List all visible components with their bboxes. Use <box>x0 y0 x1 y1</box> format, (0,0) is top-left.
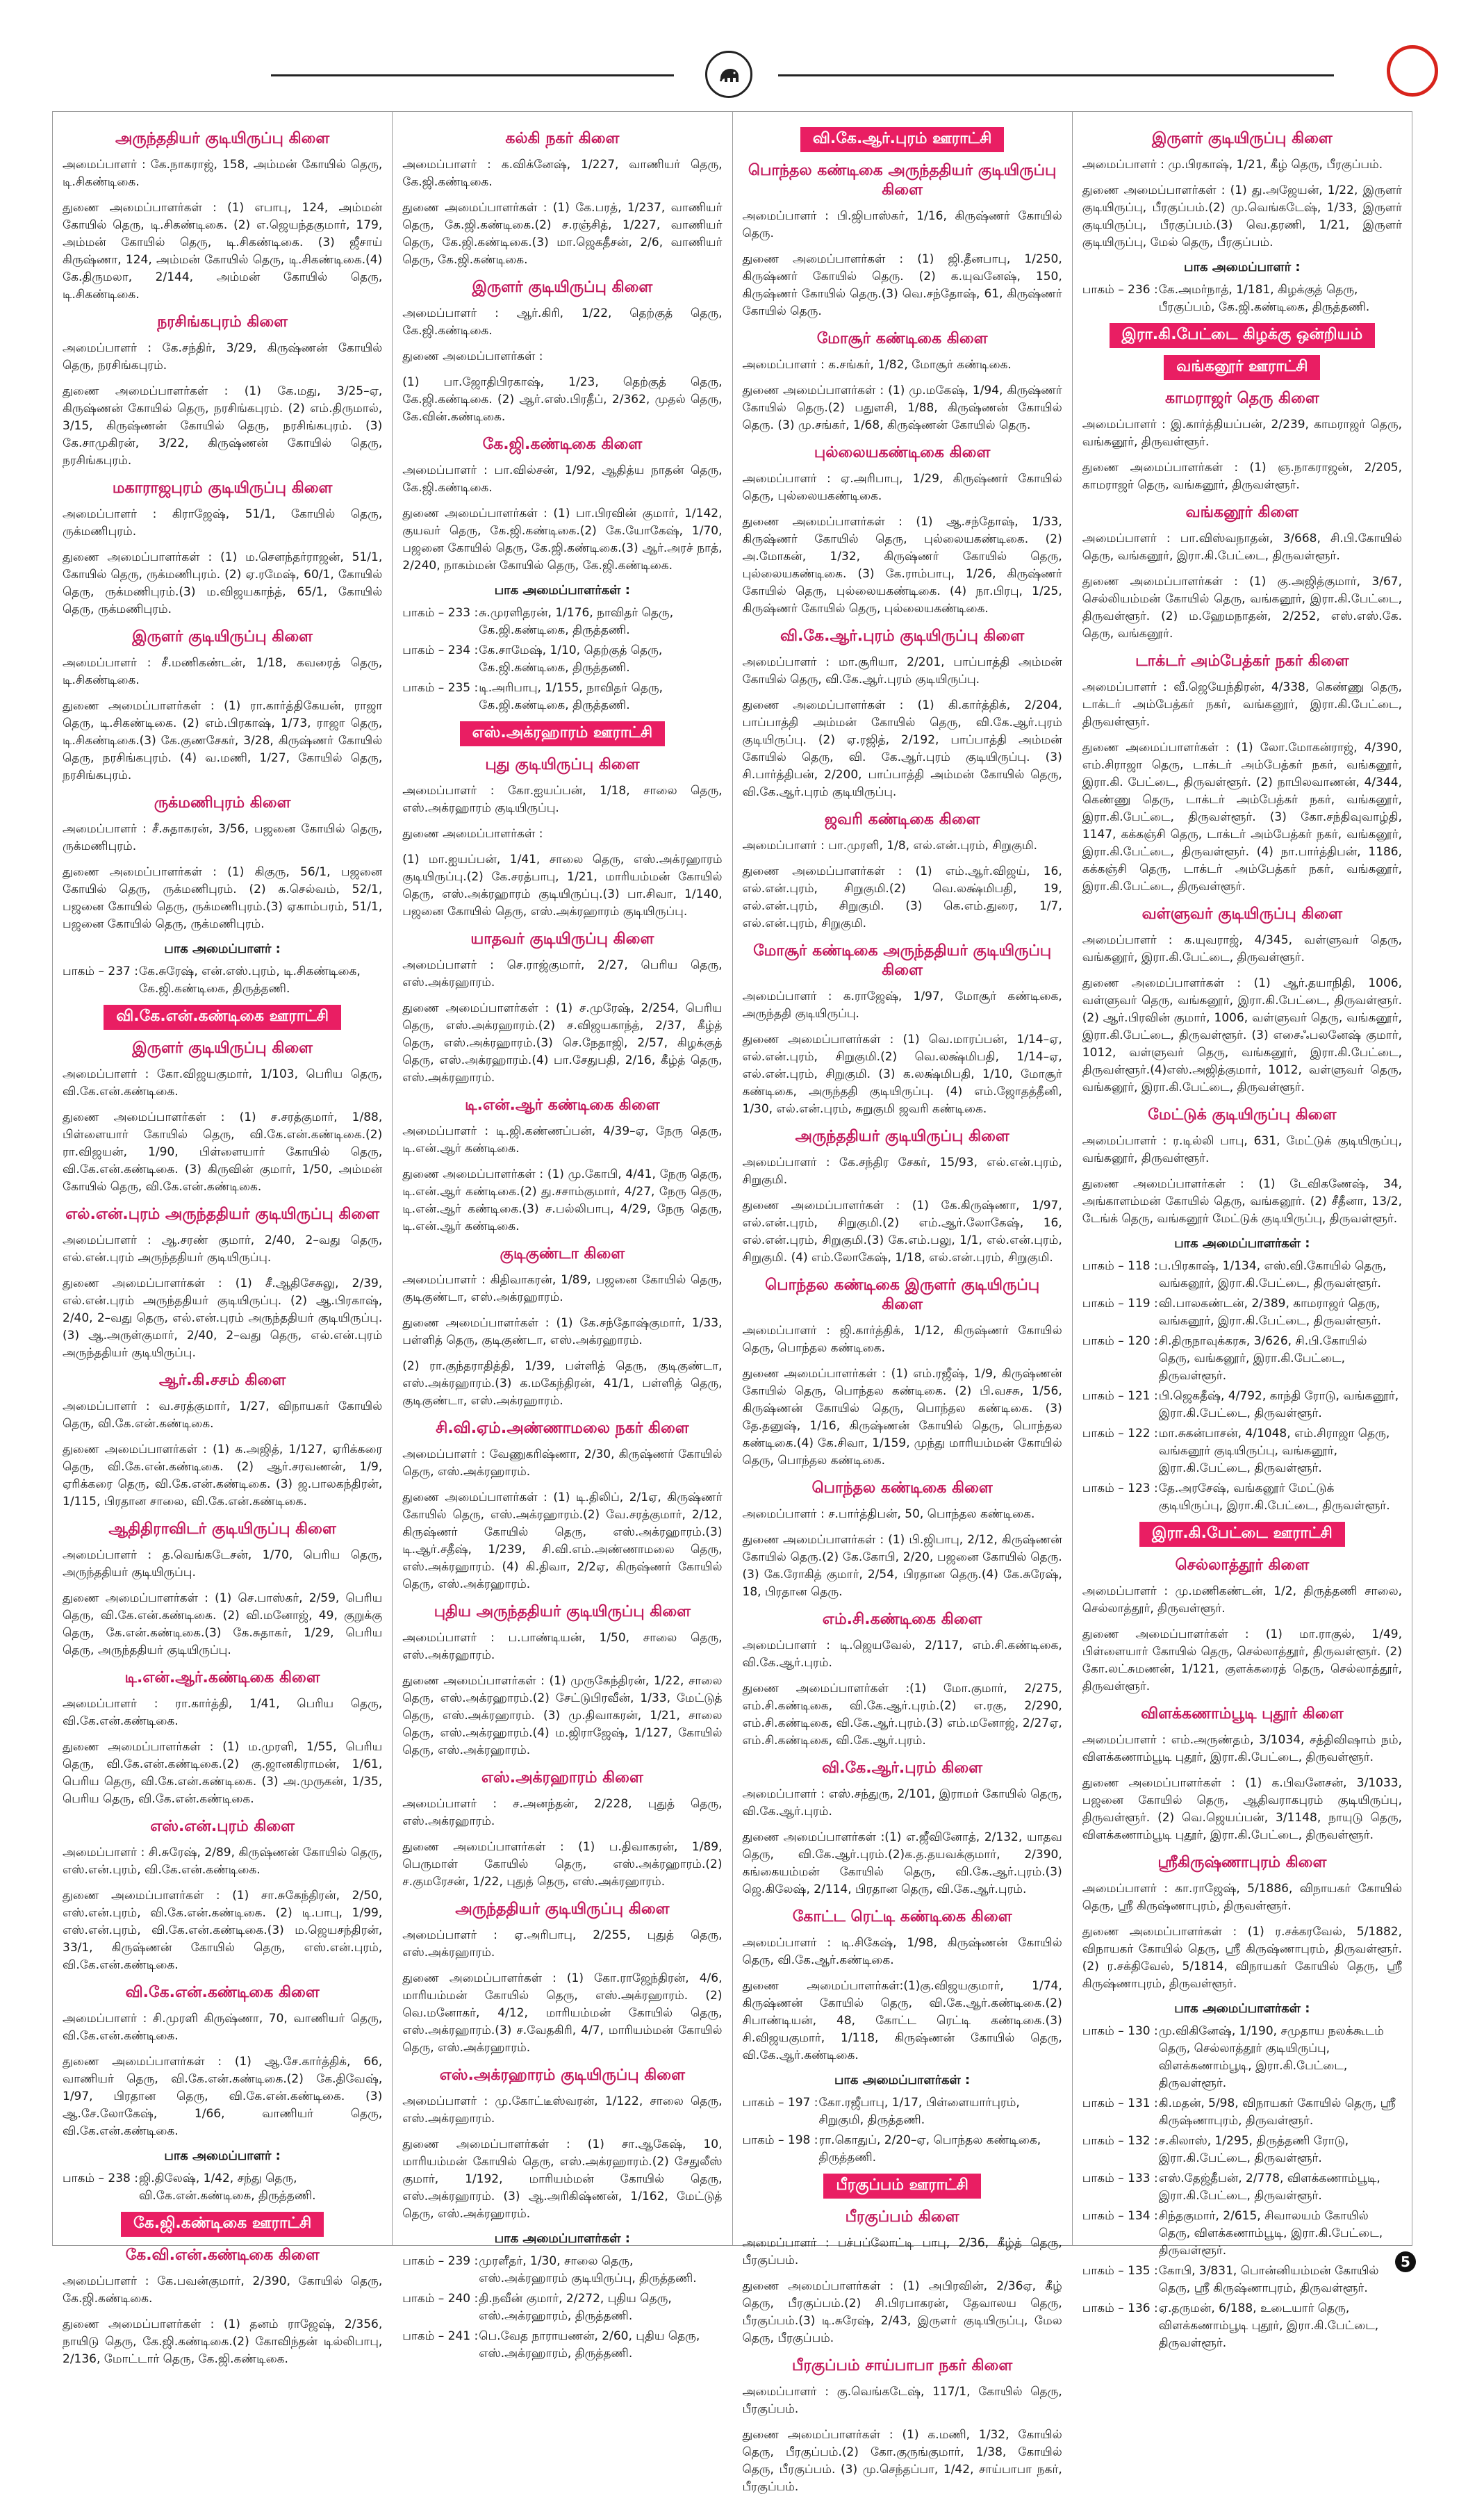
section-banner: வங்கனூர் ஊராட்சி <box>1164 355 1320 380</box>
branch-paragraph: அமைப்பாளர் : பா.முரளி, 1/8, எல்.என்.புரம், சிறுகுமி. <box>742 839 1037 853</box>
column-3 <box>733 112 1073 2494</box>
booth-number: பாகம் – 238 : <box>63 2171 138 2185</box>
booth-number: பாகம் – 130 : <box>1082 2024 1158 2038</box>
branch-paragraph: அமைப்பாளர் : வீ.ஜெயேந்திரன், 4/338, கெண்ணு தெரு, டாக்டர் அம்பேத்கர் நகர், வங்கனூர், இரா.கி.பேட்டை, திருவள்ளூர். <box>1082 680 1402 729</box>
branch-paragraph: அமைப்பாளர் : டி.ஜி.கண்ணப்பன், 4/39–ஏ, நேரு தெரு, டி.என்.ஆர் கண்டிகை. <box>402 1124 723 1156</box>
branch-paragraph: துணை அமைப்பாளர்கள் : (1) வெ.மாரப்பன், 1/14–ஏ, எல்.என்.புரம், சிறுகுமி.(2) வெ.லக்ஷ்மிபதி, 1/14–ஏ, எல்.என்.புரம், சிறுகுமி. (3) க.லக்ஷ்மிபதி, 1/10, மோசூர் கண்டிகை, அருந்ததி குடியிருப்பு. (4) எம்.ஜோதத்தீனி, 1/30, எல்.என்.புரம், சுறுகுமி ஜவரி கண்டிகை. <box>742 1033 1062 1116</box>
branch-paragraph: (1) மா.ஐயப்பன், 1/41, சாலை தெரு, எஸ்.அக்ரஹாரம் குடியிருப்பு.(2) கே.சரத்பாபு, 1/21, மாரியம்மன் கோயில் தெரு, எஸ்.அக்ரஹாரம் குடியிருப்பு.(3) பா.சிவா, 1/140, பஜனை கோயில் தெரு, எஸ்.அக்ரஹாரம் குடியிருப்பு. <box>402 853 723 919</box>
article-columns <box>52 111 1412 2494</box>
booth-heading: பாக அமைப்பாளர்கள் : <box>494 2231 630 2246</box>
branch-paragraph: (1) பா.ஜோதிபிரகாஷ், 1/23, தெற்குத் தெரு, கே.ஜி.கண்டிகை. (2) ஆர்.எஸ்.பிரதீப், 2/362, முதல் தெரு, கே.வின்.கண்டிகை. <box>402 375 723 424</box>
branch-heading: இருளர் குடியிருப்பு கிளை <box>132 1040 313 1057</box>
branch-paragraph: அமைப்பாளர் : பா.வில்சன், 1/92, ஆதித்ய நாதன் தெரு, கே.ஜி.கண்டிகை. <box>402 463 723 495</box>
booth-row <box>743 2132 1062 2167</box>
booth-row <box>402 2253 722 2288</box>
booth-row <box>1082 1333 1402 1385</box>
booth-row <box>1082 2095 1402 2130</box>
branch-paragraph: துணை அமைப்பாளர்கள் : (1) கே.பரத், 1/237, வாணியர் தெரு, கே.ஜி.கண்டிகை.(2) ச.ரஞ்சித், 1/227, வாணியர் தெரு, கே.ஜி.கண்டிகை.(3) மா.ஜெகதீசன், 2/6, வாணியர் தெரு, கே.ஜி.கண்டிகை. <box>402 201 723 267</box>
branch-paragraph: அமைப்பாளர் : கோ.விஜயகுமார், 1/103, பெரிய தெரு, வி.கே.என்.கண்டிகை. <box>63 1067 383 1099</box>
header-rule-right <box>778 74 1334 76</box>
branch-paragraph: துணை அமைப்பாளர்கள் : (1) ர.சக்கரவேல், 5/1882, விநாயகர் கோயில் தெரு, ஸ்ரீ கிருஷ்ணாபுரம், திருவள்ளூர். (2) ர.சக்திவேல், 5/1814, விநாயகர் கோயில் தெரு, ஸ்ரீ கிருஷ்ணாபுரம், திருவள்ளூர். <box>1082 1925 1402 1991</box>
branch-paragraph: அமைப்பாளர் : பி.ஜிபாஸ்கர், 1/16, கிருஷ்ணர் கோயில் தெரு. <box>742 209 1062 240</box>
branch-heading: எஸ்.அக்ரஹாரம் கிளை <box>481 1769 643 1787</box>
booth-number: பாகம் – 131 : <box>1082 2096 1158 2110</box>
booth-number: பாகம் – 233 : <box>402 606 479 620</box>
branch-heading: வி.கே.ஆர்.புரம் குடியிருப்பு கிளை <box>780 627 1025 645</box>
branch-paragraph: துணை அமைப்பாளர்கள் : (1) மு.மகேஷ், 1/94, கிருஷ்ணர் கோயில் தெரு.(2) பதுளசி, 1/88, கிருஷ்ணன் கோயில் தெரு. (3) மு.சங்கர், 1/68, கிருஷ்ணன் கோயில் தெரு. <box>742 384 1062 432</box>
booth-organizer: எஸ்.தேஜ்தீபன், 2/778, விளக்கணாம்பூடி, இரா.கி.பேட்டை, திருவள்ளூர். <box>1158 2171 1380 2203</box>
booth-organizer: கோபி, 3/831, பொன்னியம்மன் கோயில் தெரு, ஸ்ரீ கிருஷ்ணாபுரம், திருவள்ளூர். <box>1158 2264 1379 2295</box>
branch-heading: பீரகுப்பம் கிளை <box>845 2208 959 2226</box>
booth-organizer: சு.முரளிதரன், 1/176, நாவிதர் தெரு, கே.ஜி.கண்டிகை, திருத்தணி. <box>479 606 674 637</box>
booth-number: பாகம் – 122 : <box>1082 1427 1158 1440</box>
booth-organizer: ஏ.தருமன், 6/188, உடையார் தெரு, விளக்கணாம்பூடி புதூர், இரா.கி.பேட்டை, திருவள்ளூர். <box>1158 2301 1379 2350</box>
booth-row <box>1082 2023 1402 2092</box>
branch-paragraph: துணை அமைப்பாளர்கள் : (1) பி.ஜிபாபு, 2/12, கிருஷ்ணன் கோயில் தெரு.(2) கே.கோபி, 2/20, பஜனை கோயில் தெரு. (3) கே.ரோகித் குமார், 2/54, பிரதான தெரு.(4) கே.சுரேஷ், 18, பிரதான தெரு. <box>742 1533 1062 1599</box>
branch-heading: வள்ளுவர் குடியிருப்பு கிளை <box>1141 905 1343 923</box>
branch-paragraph: துணை அமைப்பாளர்கள் : (1) ஆ.சந்தோஷ், 1/33, கிருஷ்ணர் கோயில் தெரு, புல்லையகண்டிகை. (2) அ.மோகன், 1/32, கிருஷ்ணர் கோயில் தெரு, புல்லையகண்டிகை. (3) கே.ராம்பாபு, 1/26, கிருஷ்ணர் கோயில் தெரு, புல்லையகண்டிகை. (4) நா.பிரபு, 1/25, கிருஷ்ணர் கோயில் தெரு, புல்லையகண்டிகை. <box>742 515 1062 616</box>
branch-heading: கே.வி.என்.கண்டிகை கிளை <box>125 2247 320 2264</box>
section-banner: எஸ்.அக்ரஹாரம் ஊராட்சி <box>460 721 666 746</box>
branch-heading: டி.என்.ஆர்.கண்டிகை கிளை <box>124 1669 320 1686</box>
branch-heading: இருளர் குடியிருப்பு கிளை <box>472 279 653 296</box>
booth-row <box>1082 281 1402 316</box>
booth-number: பாகம் – 132 : <box>1082 2134 1158 2148</box>
branch-paragraph: அமைப்பாளர் : மு.கோட்டீஸ்வரன், 1/122, சாலை தெரு, எஸ்.அக்ரஹாரம். <box>402 2094 723 2126</box>
branch-paragraph: துணை அமைப்பாளர்கள் : (1) ச.முரேஷ், 2/254, பெரிய தெரு, எஸ்.அக்ரஹாரம்.(2) ச.விஜயகாந்த், 2/37, கீழ்த் தெரு, எஸ்.அக்ரஹாரம்.(3) செ.நேதாஜி, 2/57, கிழக்குத் தெரு, எஸ்.அக்ரஹாரம்.(4) பா.சேதுபதி, 2/16, கீழ்த் தெரு, எஸ்.அக்ரஹாரம். <box>402 1001 723 1085</box>
branch-heading: எஸ்.அக்ரஹாரம் குடியிருப்பு கிளை <box>439 2067 685 2084</box>
branch-heading: மோசூர் கண்டிகை கிளை <box>816 330 988 347</box>
branch-paragraph: (2) ரா.குந்தராதித்தி, 1/39, பள்ளித் தெரு, குடிகுண்டா, எஸ்.அக்ரஹாரம்.(3) க.மகேந்திரன், 41/1, பள்ளித் தெரு, குடிகுண்டா, எஸ்.அக்ரஹாரம். <box>402 1359 723 1408</box>
branch-paragraph: அமைப்பாளர் : ரா.கார்த்தி, 1/41, பெரிய தெரு, வி.கே.என்.கண்டிகை. <box>63 1697 383 1728</box>
booth-row <box>1082 2133 1402 2167</box>
booth-organizer: பி.ஜெகதீஷ், 4/792, காந்தி ரோடு, வங்கனூர், இரா.கி.பேட்டை, திருவள்ளூர். <box>1158 1389 1399 1420</box>
booth-organizer: சிந்தகுமார், 2/615, சிவாலயம் கோயில் தெரு, விளக்கணாம்பூடி, இரா.கி.பேட்டை, திருவள்ளூர். <box>1158 2209 1383 2258</box>
booth-organizer: ச.கிலாஸ், 1/295, திருத்தணி ரோடு, இரா.கி.பேட்டை, திருவள்ளூர். <box>1158 2134 1349 2165</box>
branch-heading: பீரகுப்பம் சாய்பாபா நகர் கிளை <box>792 2357 1013 2374</box>
branch-heading: எம்.சி.கண்டிகை கிளை <box>822 1611 982 1628</box>
branch-paragraph: அமைப்பாளர் : கு.வெங்கடேஷ், 117/1, கோயில் தெரு, பீரகுப்பம். <box>742 2385 1062 2416</box>
page-number: 5 <box>1395 2251 1416 2272</box>
booth-organizer: மு.விகினேஷ், 1/190, சமுதாய நலக்கூடம் தெரு, செல்லாத்தூர் குடியிருப்பு, விளக்கணாம்பூடி, இரா.கி.பேட்டை, திருவள்ளூர். <box>1158 2024 1384 2090</box>
booth-organizer: கே.அமர்நாத், 1/181, கிழக்குத் தெரு, பீரகுப்பம், கே.ஜி.கண்டிகை, திருத்தணி. <box>1158 283 1370 314</box>
branch-heading: இருளர் குடியிருப்பு கிளை <box>1151 130 1333 147</box>
branch-paragraph: துணை அமைப்பாளர்கள் : (1) க.பிவனேசன், 3/1033, பஜனை கோயில் தெரு, ஆதிவராகபுரம் குடியிருப்பு, திருவள்ளூர். (2) வெ.ஜெயப்பன், 3/1148, நாயுடு தெரு, விளக்கணாம்பூடி புதூர், இரா.கி.பேட்டை, திருவள்ளூர். <box>1082 1776 1402 1842</box>
branch-paragraph: அமைப்பாளர் : டி.சிகேஷ், 1/98, கிருஷ்ணன் கோயில் தெரு, வி.கே.ஆர்.கண்டிகை. <box>742 1936 1062 1967</box>
booth-number: பாகம் – 133 : <box>1082 2171 1158 2185</box>
section-banner: கே.ஜி.கண்டிகை ஊராட்சி <box>121 2212 324 2237</box>
booth-heading: பாக அமைப்பாளர்கள் : <box>834 2073 971 2087</box>
booth-organizer: ரா.கொதுப், 2/20–ஏ, பொந்தல கண்டிகை, திருத்தணி. <box>818 2133 1041 2165</box>
branch-heading: யாதவர் குடியிருப்பு கிளை <box>470 930 654 948</box>
section-banner: பீரகுப்பம் ஊராட்சி <box>823 2174 981 2199</box>
branch-heading: காமராஜர் தெரு கிளை <box>1164 390 1319 407</box>
red-circle-icon <box>1387 45 1438 97</box>
branch-heading: ஆதிதிராவிடர் குடியிருப்பு கிளை <box>108 1520 336 1538</box>
branch-paragraph: அமைப்பாளர் : சீ.சுதாகரன், 3/56, பஜனை கோயில் தெரு, ருக்மணிபுரம். <box>63 822 383 853</box>
branch-heading: பொந்தல கண்டிகை இருளர் குடியிருப்பு கிளை <box>765 1276 1040 1313</box>
booth-row <box>1082 2170 1402 2205</box>
booth-number: பாகம் – 121 : <box>1082 1389 1158 1403</box>
branch-heading: சி.வி.ஏம்.அண்ணாமலை நகர் கிளை <box>436 1420 689 1437</box>
branch-paragraph: துணை அமைப்பாளர்கள் : (1) து.அஜேயன், 1/22, இருளர் குடியிருப்பு, பீரகுப்பம்.(2) மு.வெங்கடேஷ், 1/33, இருளர் குடியிருப்பு, பீரகுப்பம்.(3) வெ.தரணி, 1/21, இருளர் குடியிருப்பு, மேல் தெரு, பீரகுப்பம். <box>1082 183 1402 249</box>
branch-heading: வி.கே.என்.கண்டிகை கிளை <box>125 1984 320 2001</box>
column-4 <box>1073 112 1412 2350</box>
branch-paragraph: அமைப்பாளர் : ஏ.அரிபாபு, 1/29, கிருஷ்ணர் கோயில் தெரு, புல்லையகண்டிகை. <box>742 472 1062 503</box>
booth-number: பாகம் – 135 : <box>1082 2264 1158 2278</box>
branch-paragraph: துணை அமைப்பாளர்கள் : (1) கி.கார்த்திக், 2/204, பாப்பாத்தி அம்மன் கோயில் தெரு, வி.கே.ஆர்.புரம் குடியிருப்பு. (2) ஏ.ரஜித், 2/192, பாப்பாத்தி அம்மன் கோயில் தெரு, வி. கே.ஆர்.புரம் குடியிருப்பு. (3) சி.பார்த்திபன், 2/200, பாப்பாத்தி அம்மன் கோயில் தெரு, வி.கே.ஆர்.புரம் குடியிருப்பு. <box>742 698 1062 799</box>
branch-paragraph: துணை அமைப்பாளர்கள் : (1) லோ.மோகன்ராஜ், 4/390, எம்.சிராஜா தெரு, டாக்டர் அம்பேத்கர் நகர், வங்கனூர், இரா.கி. பேட்டை, திருவள்ளூர். (2) நாபிலவாணன், 4/344, கெண்ணு தெரு, டாக்டர் அம்பேத்கர் நகர், வங்கனூர், இரா.கி.பேட்டை, திருவள்ளூர். (3) கோ.சந்திவுவாழ்தி, 1147, கக்கஞ்சி தெரு, டாக்டர் அம்பேத்கர் நகர், வங்கனூர், இரா.கி.பேட்டை, திருவள்ளூர். (4) நா.பார்த்திபன், 1186, கக்கஞ்சி தெரு, டாக்டர் அம்பேத்கர் நகர், வங்கனூர், இரா.கி.பேட்டை, திருவள்ளூர். <box>1082 741 1402 894</box>
header-rule-left <box>271 74 674 76</box>
branch-paragraph: துணை அமைப்பாளர்கள் : (1) எம்.ஆர்.விஜய், 16, எல்.என்.புரம், சிறுகுமி.(2) வெ.லக்ஷ்மிபதி, 19, எல்.என்.புரம், சிறுகுமி. (3) கெ.எம்.துரை, 1/7, எல்.என்.புரம், சிறுகுமி. <box>742 864 1062 930</box>
column-2 <box>393 112 732 2360</box>
booth-number: பாகம் – 198 : <box>742 2133 818 2147</box>
booth-row <box>402 605 722 639</box>
branch-paragraph: அமைப்பாளர் : வ.சரத்குமார், 1/27, விநாயகர் கோயில் தெரு, வி.கே.என்.கண்டிகை. <box>63 1399 383 1431</box>
booth-row <box>402 642 722 677</box>
branch-heading: மகாராஜபுரம் குடியிருப்பு கிளை <box>112 479 333 497</box>
booth-number: பாகம் – 235 : <box>402 681 479 695</box>
branch-heading: வங்கனூர் கிளை <box>1185 504 1299 521</box>
branch-paragraph: துணை அமைப்பாளர்கள் : (1) கோ.ராஜேந்திரன், 4/6, மாரியம்மன் கோயில் தெரு, எஸ்.அக்ரஹாரம். (2) வெ.மனோகர், 4/12, மாரியம்மன் கோயில் தெரு, எஸ்.அக்ரஹாரம்.(3) ச.வேதகிரி, 4/7, மாரியம்மன் கோயில் தெரு, எஸ்.அக்ரஹாரம். <box>402 1971 723 2055</box>
branch-paragraph: அமைப்பாளர் : கிராஜேஷ், 51/1, கோயில் தெரு, ருக்மணிபுரம். <box>63 507 383 539</box>
section-banner: இரா.கி.பேட்டை கிழக்கு ஒன்றியம் <box>1110 323 1376 348</box>
branch-paragraph: அமைப்பாளர் : பச்பப்லோட்டி பாபு, 2/36, கீழ்த் தெரு, பீரகுப்பம். <box>742 2236 1062 2267</box>
branch-paragraph: அமைப்பாளர் : செ.ராஜ்குமார், 2/27, பெரிய தெரு, எஸ்.அக்ரஹாரம். <box>402 958 723 990</box>
booth-organizer: கே.சுரேஷ், என்.எஸ்.புரம், டி.சிகண்டிகை, கே.ஜி.கண்டிகை, திருத்தணி. <box>139 964 361 996</box>
branch-paragraph: துணை அமைப்பாளர்கள்:(1)கு.விஜயகுமார், 1/74, கிருஷ்ணன் கோயில் தெரு, வி.கே.ஆர்.கண்டிகை.(2) சிபாண்டியன், 48, கோட்ட ரெட்டி கண்டிகை.(3) சி.விஜயகுமார், 1/118, கிருஷ்ணன் கோயில் தெரு, வி.கே.ஆர்.கண்டிகை. <box>742 1979 1062 2062</box>
section-banner: வி.கே.ஆர்.புரம் ஊராட்சி <box>800 127 1005 152</box>
branch-paragraph: துணை அமைப்பாளர்கள் : (1) ம.செளந்தர்ராஜன், 51/1, கோயில் தெரு, ருக்மணிபுரம். (2) ஏ.ரமேஷ், 60/1, கோயில் தெரு, ருக்மணிபுரம்.(3) ம.விஜயகாந்த், 65/1, கோயில் தெரு, ருக்மணிபுரம். <box>63 550 383 616</box>
booth-organizer: டி.அரிபாபு, 1/155, நாவிதர் தெரு, கே.ஜி.கண்டிகை, திருத்தணி. <box>479 681 663 712</box>
branch-heading: புது குடியிருப்பு கிளை <box>485 756 640 773</box>
booth-row <box>1082 1425 1402 1477</box>
branch-heading: இருளர் குடியிருப்பு கிளை <box>132 628 313 646</box>
branch-paragraph: அமைப்பாளர் : சீ.மணிகண்டன், 1/18, கவரைத் தெரு, டி.சிகண்டிகை. <box>63 656 383 687</box>
branch-paragraph: அமைப்பாளர் : ப.பாண்டியன், 1/50, சாலை தெரு, எஸ்.அக்ரஹாரம். <box>402 1631 723 1662</box>
booth-number: பாகம் – 134 : <box>1082 2209 1158 2223</box>
branch-paragraph: துணை அமைப்பாளர்கள் : (1) கிகுரு, 56/1, பஜனை கோயில் தெரு, ருக்மணிபுரம். (2) க.செல்வம், 52/1, பஜனை கோயில் தெரு, ருக்மணிபுரம்.(3) ஏகாம்பரம், 51/1, பஜனை கோயில் தெரு, ருக்மணிபுரம். <box>63 865 383 931</box>
branch-paragraph: துணை அமைப்பாளர்கள் : (1) க.மணி, 1/32, கோயில் தெரு, பீரகுப்பம்.(2) கோ.குருங்குமார், 1/38, கோயில் தெரு, பீரகுப்பம். (3) மு.செந்தப்பா, 1/42, சாய்பாபா நகர், பீரகுப்பம். <box>742 2428 1062 2494</box>
branch-paragraph: அமைப்பாளர் : க.ராஜேஷ், 1/97, மோசூர் கண்டிகை, அருந்ததி குடியிருப்பு. <box>742 990 1062 1021</box>
branch-paragraph: துணை அமைப்பாளர்கள் : (1) எபாபு, 124, அம்மன் கோயில் தெரு, டி.சிகண்டிகை. (2) எ.ஜெயந்தகுமார், 179, அம்மன் கோயில் தெரு, டி.சிகண்டிகை. (3) ஜீசாய் கிருஷ்ணா, 124, அம்மன் கோயில் தெரு, டி.சிகண்டிகை.(4) கே.திருமலா, 2/144, அம்மன் கோயில் தெரு, டி.சிகண்டிகை. <box>63 201 383 302</box>
booth-row <box>1082 1480 1402 1515</box>
booth-heading: பாக அமைப்பாளர் : <box>164 2149 281 2163</box>
branch-heading: எஸ்.என்.புரம் கிளை <box>150 1818 295 1835</box>
branch-heading: அருந்ததியர் குடியிருப்பு கிளை <box>115 130 330 147</box>
branch-paragraph: துணை அமைப்பாளர்கள் : (1) ஜி.தீனபாபு, 1/250, கிருஷ்ணர் கோயில் தெரு. (2) க.யுவனேஷ், 150, கிருஷ்ணர் கோயில் தெரு.(3) வெ.சந்தோஷ், 61, கிருஷ்ணர் கோயில் தெரு. <box>742 252 1062 318</box>
branch-paragraph: துணை அமைப்பாளர்கள் : (1) டேவிகணேஷ், 34, அங்காளம்மன் கோயில் தெரு, வங்கனூர். (2) சீதீனா, 13/2, டேங்க் தெரு, வங்கனூர் மேட்டுக் குடியிருப்பு, திருவள்ளூர். <box>1082 1177 1402 1226</box>
branch-heading: கல்கி நகர் கிளை <box>505 130 620 147</box>
booth-organizer: வி.பாலகண்டன், 2/389, காமராஜர் தெரு, வங்கனூர், இரா.கி.பேட்டை, திருவள்ளூர். <box>1158 1297 1381 1328</box>
branch-paragraph: அமைப்பாளர் : க.யுவராஜ், 4/345, வள்ளுவர் தெரு, வங்கனூர், இரா.கி.பேட்டை, திருவள்ளூர். <box>1082 933 1402 964</box>
branch-paragraph: அமைப்பாளர் : சி.சுரேஷ், 2/89, கிருஷ்ணன் கோயில் தெரு, எஸ்.என்.புரம், வி.கே.என்.கண்டிகை. <box>63 1846 383 1877</box>
branch-paragraph: துணை அமைப்பாளர்கள் : <box>402 827 543 841</box>
branch-paragraph: அமைப்பாளர் : க.சங்கர், 1/82, மோசூர் கண்டிகை. <box>742 358 1012 372</box>
branch-paragraph: துணை அமைப்பாளர்கள் : (1) மா.ராகுல், 1/49, பிள்ளையார் கோயில் தெரு, செல்லாத்தூர், திருவள்ளூர். (2) கோ.லட்சுமணன், 1/121, குளக்கரைத் தெரு, செல்லாத்தூர், திருவள்ளூர். <box>1082 1627 1402 1693</box>
branch-paragraph: துணை அமைப்பாளர்கள் : (1) சீ.ஆதிசேசுலு, 2/39, எல்.என்.புரம் அருந்ததியர் குடியிருப்பு. (2) ஆ.பிரகாஷ், 2/40, 2–வது தெரு, எல்.என்.புரம் அருந்ததியர் குடியிருப்பு. (3) ஆ.அருள்குமார், 2/40, 2–வது தெரு, எல்.என்.புரம் அருந்ததியர் குடியிருப்பு. <box>63 1276 383 1360</box>
booth-number: பாகம் – 118 : <box>1082 1259 1158 1273</box>
branch-paragraph: அமைப்பாளர் : ர.டில்லி பாபு, 631, மேட்டுக் குடியிருப்பு, வங்கனூர், திருவள்ளூர். <box>1082 1134 1402 1165</box>
branch-paragraph: துணை அமைப்பாளர்கள் : (1) கே.மது, 3/25–ஏ, கிருஷ்ணன் கோயில் தெரு, நரசிங்கபுரம். (2) எம்.திருமால், 3/15, கிருஷ்ணன் கோயில் தெரு, நரசிங்கபுரம். (3) கே.சாமுகிரன், 3/22, கிருஷ்ணன் கோயில் தெரு, நரசிங்கபுரம். <box>63 384 383 468</box>
branch-heading: வி.கே.ஆர்.புரம் கிளை <box>822 1759 983 1777</box>
booth-row <box>63 963 382 998</box>
page-header <box>42 38 1442 101</box>
booth-organizer: முரளீதர், 1/30, சாலை தெரு, எஸ்.அக்ரஹாரம் குடியிருப்பு, திருத்தணி. <box>479 2254 697 2285</box>
branch-heading: ஜவரி கண்டிகை கிளை <box>824 811 980 828</box>
section-banner: இரா.கி.பேட்டை ஊராட்சி <box>1139 1522 1345 1547</box>
branch-paragraph: துணை அமைப்பாளர்கள் : (1) சா.சுகேந்திரன், 2/50, எஸ்.என்.புரம், வி.கே.என்.கண்டிகை. (2) டி.பாபு, 1/99, எஸ்.என்.புரம், வி.கே.என்.கண்டிகை.(3) ம.ஜெயசந்திரன், 33/1, கிருஷ்ணன் கோயில் தெரு, எஸ்.என்.புரம், வி.கே.என்.கண்டிகை. <box>63 1889 383 1972</box>
booth-row <box>402 680 722 714</box>
booth-row <box>1082 1258 1402 1292</box>
branch-heading: பொந்தல கண்டிகை அருந்ததியர் குடியிருப்பு கிளை <box>748 162 1057 199</box>
branch-heading: புல்லையகண்டிகை கிளை <box>814 444 991 461</box>
branch-paragraph: துணை அமைப்பாளர்கள் : <box>402 350 543 363</box>
section-banner: வி.கே.என்.கண்டிகை ஊராட்சி <box>104 1005 341 1030</box>
branch-heading: டி.என்.ஆர் கண்டிகை கிளை <box>465 1097 660 1114</box>
booth-heading: பாக அமைப்பாளர்கள் : <box>1174 2001 1310 2016</box>
branch-paragraph: அமைப்பாளர் : ஏ.அரிபாபு, 2/255, புதுத் தெரு, எஸ்.அக்ரஹாரம். <box>402 1928 723 1960</box>
booth-number: பாகம் – 239 : <box>402 2254 479 2268</box>
branch-heading: கே.ஜி.கண்டிகை கிளை <box>482 436 643 453</box>
branch-paragraph: துணை அமைப்பாளர்கள் :(1) மோ.குமார், 2/275, எம்.சி.கண்டிகை, வி.கே.ஆர்.புரம்.(2) எ.ரகு, 2/290, எம்.சி.கண்டிகை, வி.கே.ஆர்.புரம்.(3) எம்.மனோஜ், 2/27ஏ, எம்.சி.கண்டிகை, வி.கே.ஆர்.புரம். <box>742 1682 1062 1748</box>
booth-heading: பாக அமைப்பாளர் : <box>1184 260 1301 274</box>
branch-heading: கோட்ட ரெட்டி கண்டிகை கிளை <box>792 1908 1012 1926</box>
branch-heading: அருந்ததியர் குடியிருப்பு கிளை <box>455 1900 670 1918</box>
branch-paragraph: அமைப்பாளர் : டி.ஜெயவேல், 2/117, எம்.சி.கண்டிகை, வி.கே.ஆர்.புரம். <box>742 1639 1062 1670</box>
branch-heading: பொந்தல கண்டிகை கிளை <box>811 1479 993 1497</box>
booth-heading: பாக அமைப்பாளர்கள் : <box>1174 1236 1310 1251</box>
branch-paragraph: துணை அமைப்பாளர்கள் : (1) செ.பாஸ்கர், 2/59, பெரிய தெரு, வி.கே.என்.கண்டிகை. (2) வி.மனோஜ், 49, குறுக்கு தெரு, கே.என்.கண்டிகை.(3) கே.சுதாகர், 1/29, பெரிய தெரு, அருந்ததியர் குடியிருப்பு. <box>63 1591 383 1657</box>
branch-paragraph: அமைப்பாளர் : ஆர்.கிரி, 1/22, தெற்குத் தெரு, கே.ஜி.கண்டிகை. <box>402 306 723 338</box>
branch-heading: செல்லாத்தூர் கிளை <box>1175 1557 1310 1574</box>
branch-heading: மோசூர் கண்டிகை அருந்ததியர் குடியிருப்பு கிளை <box>753 942 1052 979</box>
branch-paragraph: துணை அமைப்பாளர்கள் : (1) எம்.ரஜீஷ், 1/9, கிருஷ்ணன் கோயில் தெரு, பொந்தல கண்டிகை. (2) பி.வசசு, 1/56, கிருஷ்ணன் கோயில் தெரு, பொந்தல கண்டிகை. (3) தே.தனுஷ், 1/16, கிருஷ்ணன் கோயில் தெரு, பொந்தல கண்டிகை.(4) கே.சிவா, 1/159, முந்து மாரியம்மன் கோயில் தெரு, பொந்தல கண்டிகை. <box>742 1367 1062 1468</box>
branch-paragraph: அமைப்பாளர் : மு.பிரகாஷ், 1/21, கீழ் தெரு, பீரகுப்பம். <box>1082 158 1383 172</box>
branch-paragraph: துணை அமைப்பாளர்கள் : (1) கே.சந்தோஷ்குமார், 1/33, பள்ளித் தெரு, குடிகுண்டா, எஸ்.அக்ரஹாரம். <box>402 1316 723 1347</box>
booth-number: பாகம் – 120 : <box>1082 1334 1158 1348</box>
branch-heading: விளக்கணாம்பூடி புதூர் கிளை <box>1141 1705 1344 1723</box>
branch-paragraph: துணை அமைப்பாளர்கள் : (1) ச.சரத்குமார், 1/88, பிள்ளையார் கோயில் தெரு, வி.கே.என்.கண்டிகை.(2) ரா.விஜயன், 1/90, பிள்ளையார் கோயில் தெரு, வி.கே.என்.கண்டிகை. (3) கிருவின் குமார், 1/50, அம்மன் கோயில் தெரு, வி.கே.என்.கண்டிகை. <box>63 1110 383 1194</box>
branch-paragraph: அமைப்பாளர் : பா.விஸ்வநாதன், 3/668, சி.பி.கோயில் தெரு, வங்கனூர், இரா.கி.பேட்டை, திருவள்ளூர். <box>1082 532 1402 563</box>
booth-organizer: ப.பிரகாஷ், 1/134, எஸ்.வி.கோயில் தெரு, வங்கனூர், இரா.கி.பேட்டை, திருவள்ளூர். <box>1158 1259 1387 1290</box>
branch-paragraph: அமைப்பாளர் : ச.பார்த்திபன், 50, பொந்தல கண்டிகை. <box>742 1507 1035 1521</box>
branch-heading: அருந்ததியர் குடியிருப்பு கிளை <box>795 1128 1009 1145</box>
branch-paragraph: அமைப்பாளர் : மா.சூரியா, 2/201, பாப்பாத்தி அம்மன் கோயில் தெரு, வி.கே.ஆர்.புரம் குடியிருப்பு. <box>742 655 1062 687</box>
booth-organizer: தே.அரசேஷ், வங்கனூர் மேட்டுக் குடியிருப்பு, இரா.கி.பேட்டை, திருவள்ளூர். <box>1158 1481 1390 1513</box>
branch-paragraph: அமைப்பாளர் : கா.ராஜேஷ், 5/1886, விநாயகர் கோயில் தெரு, ஸ்ரீ கிருஷ்ணாபுரம், திருவள்ளூர். <box>1082 1882 1402 1913</box>
branch-paragraph: துணை அமைப்பாளர்கள் : (1) ஞ.நாகராஜன், 2/205, காமராஜர் தெரு, வங்கனூர், திருவள்ளூர். <box>1082 461 1402 492</box>
booth-row <box>1082 2300 1402 2352</box>
booth-organizer: கி.மதன், 5/98, விநாயகர் கோயில் தெரு, ஸ்ரீ கிருஷ்ணாபுரம், திருவள்ளூர். <box>1158 2096 1396 2128</box>
booth-organizer: சி.திருநாவுக்கரசு, 3/626, சி.பி.கோயில் தெரு, வங்கனூர், இரா.கி.பேட்டை, திருவள்ளூர். <box>1158 1334 1367 1383</box>
branch-paragraph: அமைப்பாளர் : சி.முரளி கிருஷ்ணா, 70, வாணியர் தெரு, வி.கே.என்.கண்டிகை. <box>63 2012 383 2043</box>
branch-heading: நரசிங்கபுரம் கிளை <box>157 313 288 331</box>
branch-paragraph: அமைப்பாளர் : கே.சந்திர், 3/29, கிருஷ்ணன் கோயில் தெரு, நரசிங்கபுரம். <box>63 341 383 372</box>
elephant-emblem-icon <box>705 51 752 98</box>
branch-paragraph: துணை அமைப்பாளர்கள் : (1) முருகேந்திரன், 1/22, சாலை தெரு, எஸ்.அக்ரஹாரம்.(2) சேட்டுபிரவீன், 1/33, மேட்டுத் தெரு, எஸ்.அக்ரஹாரம். (3) மு.திவாகரன், 1/21, சாலை தெரு, எஸ்.அக்ரஹாரம்.(4) ம.ஜிராஜேஷ், 1/127, கோயில் தெரு, எஸ்.அக்ரஹாரம். <box>402 1674 723 1757</box>
branch-paragraph: அமைப்பாளர் : கோ.ஐயப்பன், 1/18, சாலை தெரு, எஸ்.அக்ரஹாரம் குடியிருப்பு. <box>402 784 723 815</box>
booth-organizer: பெ.வேத நாராயணன், 2/60, புதிய தெரு, எஸ்.அக்ரஹாரம், திருத்தணி. <box>479 2329 700 2360</box>
booth-number: பாகம் – 240 : <box>402 2292 479 2306</box>
branch-paragraph: துணை அமைப்பாளர்கள் : (1) பா.பிரவின் குமார், 1/142, குயவர் தெரு, கே.ஜி.கண்டிகை.(2) கே.யோகேஷ், 1/70, பஜனை கோயில் தெரு, கே.ஜி.கண்டிகை.(3) ஆர்.அரச் நாத், 2/240, நாகம்மன் கோயில் தெரு, கே.ஜி.கண்டிகை. <box>402 507 723 573</box>
booth-row <box>402 2290 722 2325</box>
branch-heading: மேட்டுக் குடியிருப்பு கிளை <box>1148 1106 1337 1124</box>
booth-organizer: தி.நவீன் குமார், 2/272, புதிய தெரு, எஸ்.அக்ரஹாரம், திருத்தணி. <box>479 2292 672 2323</box>
branch-paragraph: அமைப்பாளர் : கே.பவன்குமார், 2/390, கோயில் தெரு, கே.ஜி.கண்டிகை. <box>63 2274 383 2306</box>
branch-paragraph: துணை அமைப்பாளர்கள் : (1) அபிரவின், 2/36ஏ, கீழ் தெரு, பீரகுப்பம்.(2) சி.பிரபாகரன், தேவாலய தெரு, பீரகுப்பம்.(3) டி.சுரேஷ், 2/43, இருளர் குடியிருப்பு, மேல தெரு, பீரகுப்பம். <box>742 2279 1062 2345</box>
booth-row <box>1082 2263 1402 2297</box>
branch-heading: டாக்டர் அம்பேத்கர் நகர் கிளை <box>1135 652 1349 670</box>
booth-number: பாகம் – 236 : <box>1082 283 1158 297</box>
branch-paragraph: துணை அமைப்பாளர்கள் : (1) ப.திவாகரன், 1/89, பெருமாள் கோயில் தெரு, எஸ்.அக்ரஹாரம்.(2) ச.குமரேசன், 1/22, புதுத் தெரு, எஸ்.அக்ரஹாரம். <box>402 1840 723 1889</box>
booth-row <box>1082 1295 1402 1330</box>
branch-heading: எல்.என்.புரம் அருந்ததியர் குடியிருப்பு கிளை <box>65 1206 380 1223</box>
branch-paragraph: அமைப்பாளர் : கிதிவாகரன், 1/89, பஜனை கோயில் தெரு, குடிகுண்டா, எஸ்.அக்ரஹாரம். <box>402 1273 723 1304</box>
branch-paragraph: அமைப்பாளர் : ஆ.சரண் குமார், 2/40, 2–வது தெரு, எல்.என்.புரம் அருந்ததியர் குடியிருப்பு. <box>63 1233 383 1265</box>
booth-number: பாகம் – 234 : <box>402 643 479 657</box>
branch-heading: ருக்மணிபுரம் கிளை <box>154 794 291 812</box>
booth-number: பாகம் – 237 : <box>63 964 138 978</box>
branch-heading: ஸ்ரீகிருஷ்ணாபுரம் கிளை <box>1157 1854 1327 1871</box>
branch-paragraph: அமைப்பாளர் : மு.மணிகண்டன், 1/2, திருத்தணி சாலை, செல்லாத்தூர், திருவள்ளூர். <box>1082 1584 1402 1616</box>
booth-row <box>1082 2208 1402 2260</box>
branch-paragraph: துணை அமைப்பாளர்கள் : (1) க.அஜித், 1/127, ஏரிக்கரை தெரு, வி.கே.என்.கண்டிகை. (2) ஆர்.சரவணன், 1/9, ஏரிக்கரை தெரு, வி.கே.என்.கண்டிகை. (3) ஜ.பாலகந்திரன், 1/115, பிரதான சாலை, வி.கே.என்.கண்டிகை. <box>63 1443 383 1509</box>
branch-paragraph: துணை அமைப்பாளர்கள் :(1) எ.ஜீவினோத், 2/132, யாதவ தெரு, வி.கே.ஆர்.புரம்.(2)க.த.தயவக்குமார், 2/390, கங்கையம்மன் கோயில் தெரு, வி.கே.ஆர்.புரம்.(3) ஜெ.கிலேஷ், 2/114, பிரதான தெரு, வி.கே.ஆர்.புரம். <box>742 1830 1062 1896</box>
branch-paragraph: அமைப்பாளர் : ச.அனந்தன், 2/228, புதுத் தெரு, எஸ்.அக்ரஹாரம். <box>402 1797 723 1828</box>
column-1 <box>53 112 393 2366</box>
branch-paragraph: துணை அமைப்பாளர்கள் : (1) கே.கிருஷ்ணா, 1/97, எல்.என்.புரம், சிறுகுமி.(2) எம்.ஆர்.லோகேஷ், 16, எல்.என்.புரம், சிறுகுமி.(3) கே.எம்.பலு, 1/1, எல்.என்.புரம், சிறுகுமி. (4) எம்.லோகேஷ், 1/18, எல்.என்.புரம், சிறுகுமி. <box>742 1199 1062 1265</box>
branch-paragraph: அமைப்பாளர் : வேணுகரிஷ்ணா, 2/30, கிருஷ்ணர் கோயில் தெரு, எஸ்.அக்ரஹாரம். <box>402 1447 723 1479</box>
branch-paragraph: துணை அமைப்பாளர்கள் : (1) தனம் ராஜேஷ், 2/356, நாயிடு தெரு, கே.ஜி.கண்டிகை.(2) கோவிந்தன் டில்லிபாபு, 2/136, மோட்டார் தெரு, கே.ஜி.கண்டிகை. <box>63 2317 383 2366</box>
branch-paragraph: துணை அமைப்பாளர்கள் : (1) ஆர்.தயாநிதி, 1006, வள்ளுவர் தெரு, வங்கனூர், இரா.கி.பேட்டை, திருவள்ளூர். (2) ஆர்.பிரவின் குமார், 1006, வள்ளுவர் தெரு, வங்கனூர், இரா.கி.பேட்டை, திருவள்ளூர். (3) எசைஃபலனேஷ் குமார், 1012, வள்ளுவர் தெரு, வங்கனூர், இரா.கி.பேட்டை, திருவள்ளூர்.(4)எஸ்.அஜித்குமார், 1012, வள்ளுவர் தெரு, வங்கனூர், இரா.கி.பேட்டை, திருவள்ளூர். <box>1082 976 1402 1094</box>
booth-number: பாகம் – 197 : <box>742 2096 818 2110</box>
booth-row <box>1082 1388 1402 1422</box>
branch-paragraph: துணை அமைப்பாளர்கள் : (1) கு.அஜித்குமார், 3/67, செல்லியம்மன் கோயில் தெரு, வங்கனூர், இரா.கி.பேட்டை, திருவள்ளூர். (2) ம.ஹேமநாதன், 2/252, எஸ்.எஸ்.கே. தெரு, வங்கனூர். <box>1082 575 1402 641</box>
branch-heading: ஆர்.கி.சசம் கிளை <box>158 1372 286 1389</box>
branch-heading: புதிய அருந்ததியர் குடியிருப்பு கிளை <box>434 1603 691 1620</box>
booth-number: பாகம் – 241 : <box>402 2329 479 2343</box>
branch-paragraph: துணை அமைப்பாளர்கள் : (1) சா.ஆகேஷ், 10, மாரியம்மன் கோயில் தெரு, எஸ்.அக்ரஹாரம்.(2) சேதுலீஸ் குமார், 1/192, மாரியம்மன் கோயில் தெரு, எஸ்.அக்ரஹாரம். (3) ஆ.அரிகிஷ்ணன், 1/162, மேட்டுத் தெரு, எஸ்.அக்ரஹாரம். <box>402 2137 723 2221</box>
branch-paragraph: அமைப்பாளர் : எம்.அருண்தம், 3/1034, சத்திவிஷாம் நம், விளக்கணாம்பூடி புதூர், இரா.கி.பேட்டை, திருவள்ளூர். <box>1082 1733 1402 1764</box>
booth-number: பாகம் – 136 : <box>1082 2301 1158 2315</box>
booth-organizer: கே.சாமேஷ், 1/10, தெற்குத் தெரு, கே.ஜி.கண்டிகை, திருத்தணி. <box>479 643 663 675</box>
branch-paragraph: துணை அமைப்பாளர்கள் : (1) டி.திலிப், 2/1ஏ, கிருஷ்ணர் கோயில் தெரு, எஸ்.அக்ரஹாரம்.(2) வே.சரத்குமார், 2/12, கிருஷ்ணர் கோயில் தெரு, எஸ்.அக்ரஹாரம்.(3) டி.ஆர்.சதீஷ், 1/239, சி.வி.எம்.அண்ணாமலை தெரு, எஸ்.அக்ரஹாரம். (4) கி.திவா, 2/2ஏ, கிருஷ்ணர் கோயில் தெரு, எஸ்.அக்ரஹாரம். <box>402 1491 723 1591</box>
booth-number: பாகம் – 123 : <box>1082 1481 1158 1495</box>
booth-row <box>743 2094 1062 2129</box>
branch-paragraph: துணை அமைப்பாளர்கள் : (1) மு.கோபி, 4/41, நேரு தெரு, டி.என்.ஆர் கண்டிகை.(2) து.சசாம்குமார், 4/27, நேரு தெரு, டி.என்.ஆர் கண்டிகை.(3) ச.பல்லிபாபு, 4/29, நேரு தெரு, டி.என்.ஆர் கண்டிகை. <box>402 1167 723 1233</box>
branch-paragraph: அமைப்பாளர் : த.வெங்கடேசன், 1/70, பெரிய தெரு, அருந்ததியர் குடியிருப்பு. <box>63 1548 383 1579</box>
branch-paragraph: துணை அமைப்பாளர்கள் : (1) ரா.கார்த்திகேயன், ராஜா தெரு, டி.சிகண்டிகை. (2) எம்.பிரகாஷ், 1/73, ராஜா தெரு, டி.சிகண்டிகை.(3) கே.குணசேகர், 3/28, கிருஷ்ணர் கோயில் தெரு, நரசிங்கபுரம். (4) வ.மணி, 1/27, கோயில் தெரு, நரசிங்கபுரம். <box>63 699 383 782</box>
booth-row <box>402 2328 722 2363</box>
branch-paragraph: அமைப்பாளர் : எஸ்.சந்துரு, 2/101, இராமர் கோயில் தெரு, வி.கே.ஆர்.புரம். <box>742 1787 1062 1818</box>
booth-heading: பாக அமைப்பாளர்கள் : <box>494 583 630 598</box>
booth-organizer: மா.சுகன்பாசன், 4/1048, எம்.சிராஜா தெரு, வங்கனூர் குடியிருப்பு, வங்கனூர், இரா.கி.பேட்டை, திருவள்ளூர். <box>1158 1427 1390 1475</box>
booth-row <box>63 2170 382 2205</box>
booth-number: பாகம் – 119 : <box>1082 1297 1158 1311</box>
booth-organizer: கோ.ரஜீபாபு, 1/17, பிள்ளையார்புரம், சிறுகுமி, திருத்தணி. <box>818 2096 1020 2127</box>
branch-paragraph: அமைப்பாளர் : கே.சந்திர சேகர், 15/93, எல்.என்.புரம், சிறுகுமி. <box>742 1156 1062 1187</box>
booth-organizer: ஜி.திலேஷ், 1/42, சந்து தெரு, வி.கே.என்.கண்டிகை, திருத்தணி. <box>139 2171 316 2203</box>
branch-paragraph: துணை அமைப்பாளர்கள் : (1) ம.முரளி, 1/55, பெரிய தெரு, வி.கே.என்.கண்டிகை.(2) கு.ஜானகிராமன், 1/61, பெரிய தெரு, வி.கே.என்.கண்டிகை. (3) அ.முருகன், 1/35, பெரிய தெரு, வி.கே.என்.கண்டிகை. <box>63 1740 383 1806</box>
branch-heading: குடிகுண்டா கிளை <box>500 1245 625 1263</box>
branch-paragraph: அமைப்பாளர் : ஜி.கார்த்திக், 1/12, கிருஷ்ணர் கோயில் தெரு, பொந்தல கண்டிகை. <box>742 1324 1062 1355</box>
booth-heading: பாக அமைப்பாளர் : <box>164 942 281 956</box>
branch-paragraph: அமைப்பாளர் : இ.கார்த்தியப்பன், 2/239, காமராஜர் தெரு, வங்கனூர், திருவள்ளூர். <box>1082 418 1402 449</box>
branch-paragraph: அமைப்பாளர் : க.விக்னேஷ், 1/227, வாணியர் தெரு, கே.ஜி.கண்டிகை. <box>402 158 723 189</box>
branch-paragraph: அமைப்பாளர் : கே.நாகராஜ், 158, அம்மன் கோயில் தெரு, டி.சிகண்டிகை. <box>63 158 383 189</box>
branch-paragraph: துணை அமைப்பாளர்கள் : (1) ஆ.சே.கார்த்திக், 66, வாணியர் தெரு, வி.கே.என்.கண்டிகை.(2) கே.திவேஷ், 1/97, பிரதான தெரு, வி.கே.என்.கண்டிகை. (3) ஆ.சே.லோகேஷ், 1/66, வாணியர் தெரு, வி.கே.என்.கண்டிகை. <box>63 2055 383 2138</box>
